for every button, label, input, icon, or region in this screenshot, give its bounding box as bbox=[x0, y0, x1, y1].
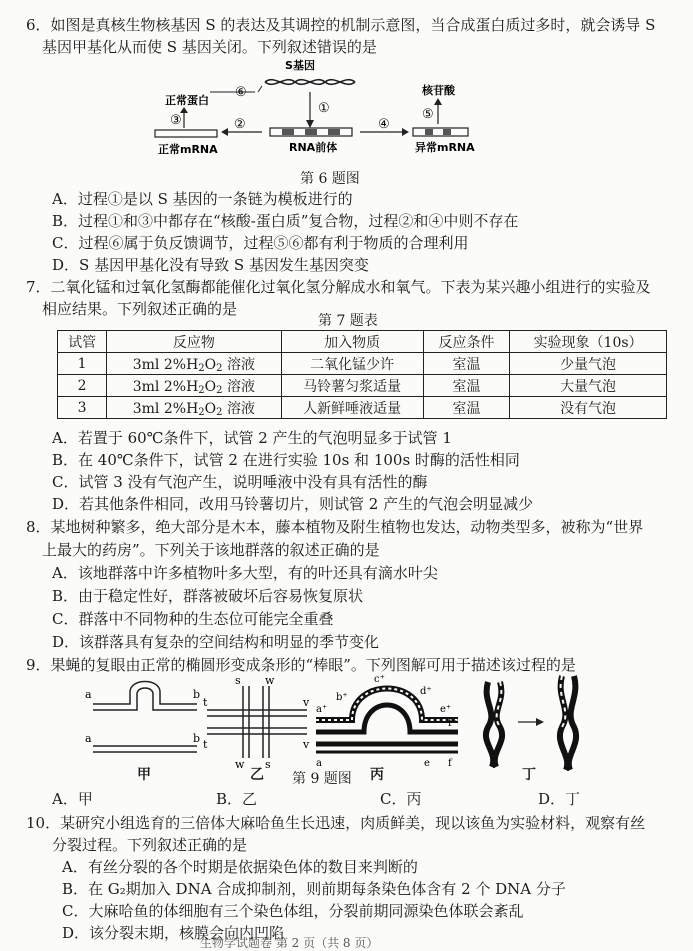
q7-table-caption: 第 7 题表 bbox=[318, 313, 378, 329]
svg-text:b: b bbox=[193, 732, 201, 745]
q7-stem-line2: 相应结果。下列叙述正确的是 bbox=[42, 300, 238, 318]
svg-text:f: f bbox=[448, 758, 452, 769]
q6-option-c: C．过程⑥属于负反馈调节，过程⑤⑥都有利于物质的合理利用 bbox=[52, 234, 469, 252]
q7-cell-condition: 室温 bbox=[423, 397, 509, 419]
q7-cell-added: 马铃薯匀浆适量 bbox=[281, 375, 423, 397]
q7-stem-line1: 7．二氧化锰和过氧化氢酶都能催化过氧化氢分解成水和氧气。下表为某兴趣小组进行的实验及 bbox=[26, 278, 651, 296]
chromosome-after bbox=[560, 676, 576, 770]
svg-text:v: v bbox=[303, 738, 310, 751]
q7-cell-result: 没有气泡 bbox=[510, 397, 667, 419]
svg-text:w: w bbox=[265, 674, 275, 687]
q9-label-bing: 丙 bbox=[370, 767, 384, 783]
q6-gene-label: S基因 bbox=[285, 59, 315, 72]
q8-option-b: B．由于稳定性好，群落被破坏后容易恢复原状 bbox=[52, 587, 364, 605]
q10-option-b: B．在 G₂期加入 DNA 合成抑制剂，则前期每条染色体含有 2 个 DNA 分子 bbox=[62, 880, 566, 898]
q6-option-d: D．S 基因甲基化没有导致 S 基因发生基因突变 bbox=[52, 256, 369, 274]
q7-header-tube: 试管 bbox=[58, 331, 107, 353]
q8-stem-line2: 上最大的药房”。下列关于该地群落的叙述正确的是 bbox=[42, 541, 380, 559]
svg-text:a: a bbox=[85, 688, 92, 701]
q7-cell-condition: 室温 bbox=[423, 353, 509, 375]
q6-normal-mrna: 正常mRNA bbox=[158, 143, 218, 156]
q7-option-c: C．试管 3 没有气泡产生，说明唾液中没有具有活性的酶 bbox=[52, 473, 428, 491]
q7-header-added: 加入物质 bbox=[281, 331, 423, 353]
q7-table bbox=[57, 330, 667, 419]
q6-option-b: B．过程①和③中都存在“核酸-蛋白质”复合物，过程②和④中则不存在 bbox=[52, 212, 519, 230]
q6-step5: ⑤ bbox=[422, 107, 434, 122]
q6-stem-line1: 6．如图是真核生物核基因 S 的表达及其调控的机制示意图，当合成蛋白质过多时，就会诱导 S bbox=[26, 16, 656, 34]
svg-text:c⁺: c⁺ bbox=[374, 674, 385, 685]
q7-cell-added: 人新鲜唾液适量 bbox=[281, 397, 423, 419]
q6-diagram bbox=[150, 58, 480, 168]
table-row bbox=[58, 397, 667, 419]
svg-text:v: v bbox=[303, 696, 310, 709]
q7-cell-tube: 1 bbox=[58, 353, 107, 375]
q7-cell-condition: 室温 bbox=[423, 375, 509, 397]
q7-option-d: D．若其他条件相同，改用马铃薯切片，则试管 2 产生的气泡会明显减少 bbox=[52, 495, 534, 513]
q7-option-a: A．若置于 60℃条件下，试管 2 产生的气泡明显多于试管 1 bbox=[52, 429, 452, 447]
q8-stem-line1: 8．某地树种繁多，绝大部分是木本，藤本植物及附生植物也发达，动物类型多，被称为“世界 bbox=[26, 518, 644, 536]
q9-figure-bing bbox=[312, 672, 462, 772]
q6-step3: ③ bbox=[170, 113, 182, 128]
q7-cell-reactant: 3ml $2\%H_2O_2$ 溶液 bbox=[107, 353, 281, 375]
q9-figure-yi bbox=[203, 672, 313, 772]
q9-stem: 9．果蝇的复眼由正常的椭圆形变成条形的“棒眼”。下列图解可用于描述该过程的是 bbox=[26, 656, 576, 674]
q9-label-jia: 甲 bbox=[137, 767, 151, 783]
chromosome-before bbox=[486, 682, 502, 767]
q7-option-b: B．在 40℃条件下，试管 2 在进行实验 10s 和 100s 时酶的活性相同 bbox=[52, 451, 520, 469]
svg-text:d⁺: d⁺ bbox=[420, 686, 432, 697]
q9-option-d: D．丁 bbox=[538, 790, 581, 808]
q9-option-c: C．丙 bbox=[380, 790, 422, 808]
q10-stem-line2: 分裂过程。下列叙述正确的是 bbox=[52, 836, 248, 854]
q9-option-b: B．乙 bbox=[216, 790, 258, 808]
q9-label-yi: 乙 bbox=[250, 767, 264, 783]
q7-table-header bbox=[58, 331, 667, 353]
page-footer: 生物学试题卷 第 2 页（共 8 页） bbox=[200, 936, 379, 950]
q10-stem-line1: 10．某研究小组选育的三倍体大麻哈鱼生长迅速，肉质鲜美，现以该鱼为实验材料，观察有丝 bbox=[26, 814, 646, 832]
svg-text:e: e bbox=[424, 758, 430, 769]
q6-step6: ⑥ bbox=[235, 85, 247, 100]
svg-text:b: b bbox=[193, 688, 201, 701]
q7-cell-tube: 3 bbox=[58, 397, 107, 419]
svg-text:w: w bbox=[235, 758, 245, 771]
svg-text:t: t bbox=[203, 738, 208, 751]
q9-figure-ding bbox=[470, 672, 610, 772]
svg-text:a: a bbox=[316, 758, 322, 769]
q7-cell-reactant: 3ml $2\%H_2O_2$ 溶液 bbox=[107, 375, 281, 397]
svg-text:b⁺: b⁺ bbox=[336, 692, 348, 703]
table-row bbox=[58, 353, 667, 375]
q7-cell-added: 二氧化锰少许 bbox=[281, 353, 423, 375]
q9-label-ding: 丁 bbox=[522, 767, 536, 783]
q6-abnormal-mrna: 异常mRNA bbox=[415, 141, 475, 154]
q7-header-result: 实验现象（10s） bbox=[510, 331, 667, 353]
q7-cell-result: 大量气泡 bbox=[510, 375, 667, 397]
svg-text:s: s bbox=[235, 674, 241, 687]
q8-option-a: A．该地群落中许多植物叶多大型，有的叶还具有滴水叶尖 bbox=[52, 564, 438, 582]
q6-rna-precursor: RNA前体 bbox=[289, 141, 338, 154]
q6-stem-line2: 基因甲基化从而使 S 基因关闭。下列叙述错误的是 bbox=[42, 38, 377, 56]
q6-normal-protein: 正常蛋白 bbox=[165, 94, 209, 107]
q8-option-c: C．群落中不同物种的生态位可能完全重叠 bbox=[52, 610, 334, 628]
q6-nuclease: 核苷酸 bbox=[422, 84, 455, 97]
svg-text:f⁺: f⁺ bbox=[448, 718, 457, 729]
q7-header-condition: 反应条件 bbox=[423, 331, 509, 353]
q8-option-d: D．该群落具有复杂的空间结构和明显的季节变化 bbox=[52, 633, 380, 651]
q9-caption: 第 9 题图 bbox=[292, 771, 352, 787]
q9-figure-jia bbox=[85, 672, 205, 772]
q6-step2: ② bbox=[234, 117, 246, 132]
q7-cell-tube: 2 bbox=[58, 375, 107, 397]
svg-text:e⁺: e⁺ bbox=[440, 704, 452, 715]
svg-text:t: t bbox=[203, 696, 208, 709]
q10-option-a: A．有丝分裂的各个时期是依据染色体的数目来判断的 bbox=[62, 858, 418, 876]
q6-step4: ④ bbox=[378, 117, 390, 132]
q7-header-reactant: 反应物 bbox=[107, 331, 281, 353]
table-row bbox=[58, 375, 667, 397]
svg-text:a: a bbox=[85, 732, 92, 745]
q9-option-a: A．甲 bbox=[52, 790, 93, 808]
q6-step1: ① bbox=[318, 101, 330, 116]
q7-cell-result: 少量气泡 bbox=[510, 353, 667, 375]
q10-option-c: C．大麻哈鱼的体细胞有三个染色体组，分裂前期同源染色体联会紊乱 bbox=[62, 902, 524, 920]
q6-caption: 第 6 题图 bbox=[300, 171, 360, 187]
q7-cell-reactant: 3ml $2\%H_2O_2$ 溶液 bbox=[107, 397, 281, 419]
q10-option-d: D．该分裂末期，核膜会向内凹陷 bbox=[62, 924, 285, 942]
q6-option-a: A．过程①是以 S 基因的一条链为模板进行的 bbox=[52, 190, 353, 208]
svg-text:s: s bbox=[265, 758, 271, 771]
svg-text:a⁺: a⁺ bbox=[316, 704, 328, 715]
